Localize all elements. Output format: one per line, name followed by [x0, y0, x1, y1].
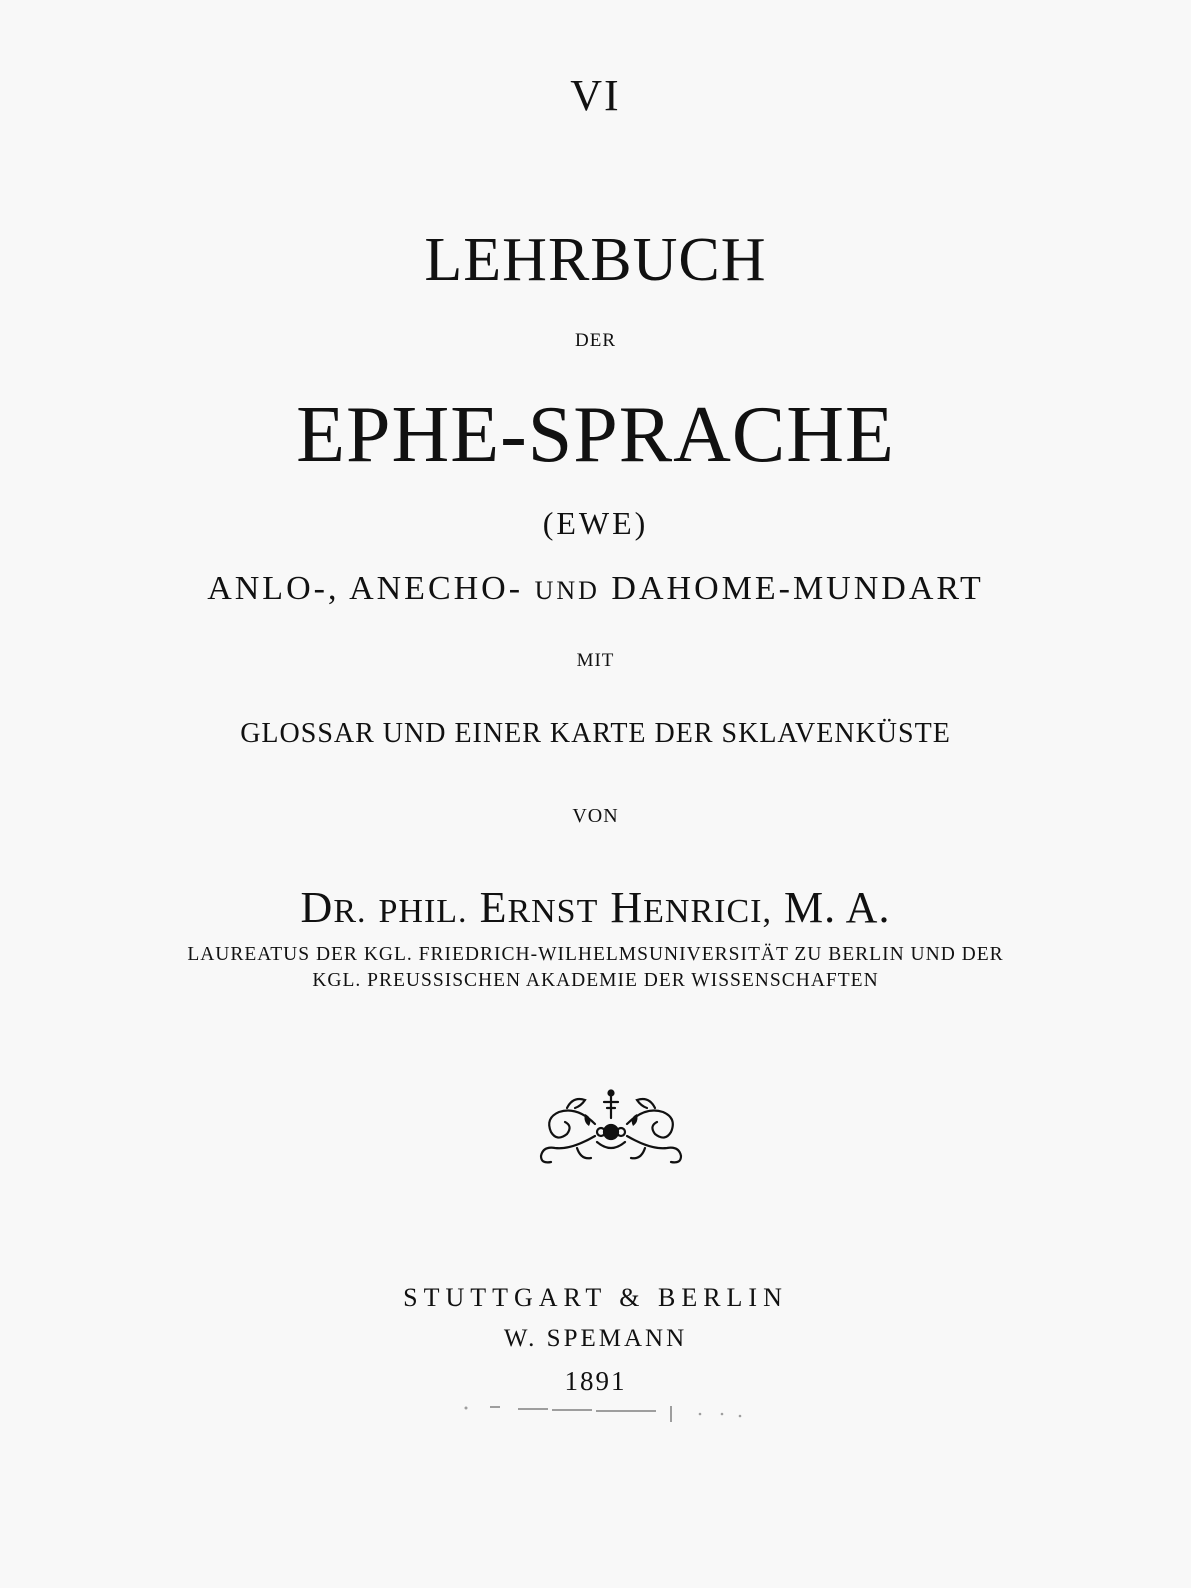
title-line-1: LEHRBUCH [424, 226, 767, 294]
affiliation-line-1: LAUREATUS DER KGL. FRIEDRICH-WILHELMSUNIVERSITÄT ZU BERLIN UND DER [187, 944, 1004, 965]
faint-stamp-mark [460, 1400, 745, 1424]
subtitle-part-2: UND [534, 576, 600, 605]
author-prefix-rest: R. [333, 893, 367, 930]
author-first-initial: E [479, 883, 508, 932]
title-line-2: DER [575, 330, 616, 351]
author-first-rest: RNST [507, 893, 599, 930]
author-prefix-initial: D [300, 883, 334, 932]
subtitle-part-3: DAHOME-MUNDART [611, 570, 984, 607]
series-number: VI [570, 71, 621, 120]
title-main: EPHE-SPRACHE [296, 391, 895, 479]
title-parenthetical: (EWE) [542, 505, 649, 541]
by-text: VON [572, 805, 619, 827]
subtitle-dialects [0, 570, 1191, 608]
author-last-initial: H [610, 883, 644, 932]
ornament-vignette [537, 1088, 685, 1166]
connector-text: MIT [576, 650, 615, 671]
subtitle-part-1: ANLO-, ANECHO- [207, 570, 524, 607]
affiliation-line-2: KGL. PREUSSISCHEN AKADEMIE DER WISSENSCHAFTEN [312, 970, 879, 991]
author-last-rest: ENRICI, [643, 893, 772, 930]
author-degree: M. A. [783, 883, 891, 932]
imprint-publisher: W. SPEMANN [503, 1325, 688, 1352]
subtitle-glossary: GLOSSAR UND EINER KARTE DER SKLAVENKÜSTE [240, 718, 951, 749]
author-name [0, 882, 1191, 933]
author-phil: PHIL. [378, 893, 468, 930]
imprint-year: 1891 [564, 1366, 627, 1396]
imprint-place: STUTTGART & BERLIN [403, 1283, 788, 1312]
